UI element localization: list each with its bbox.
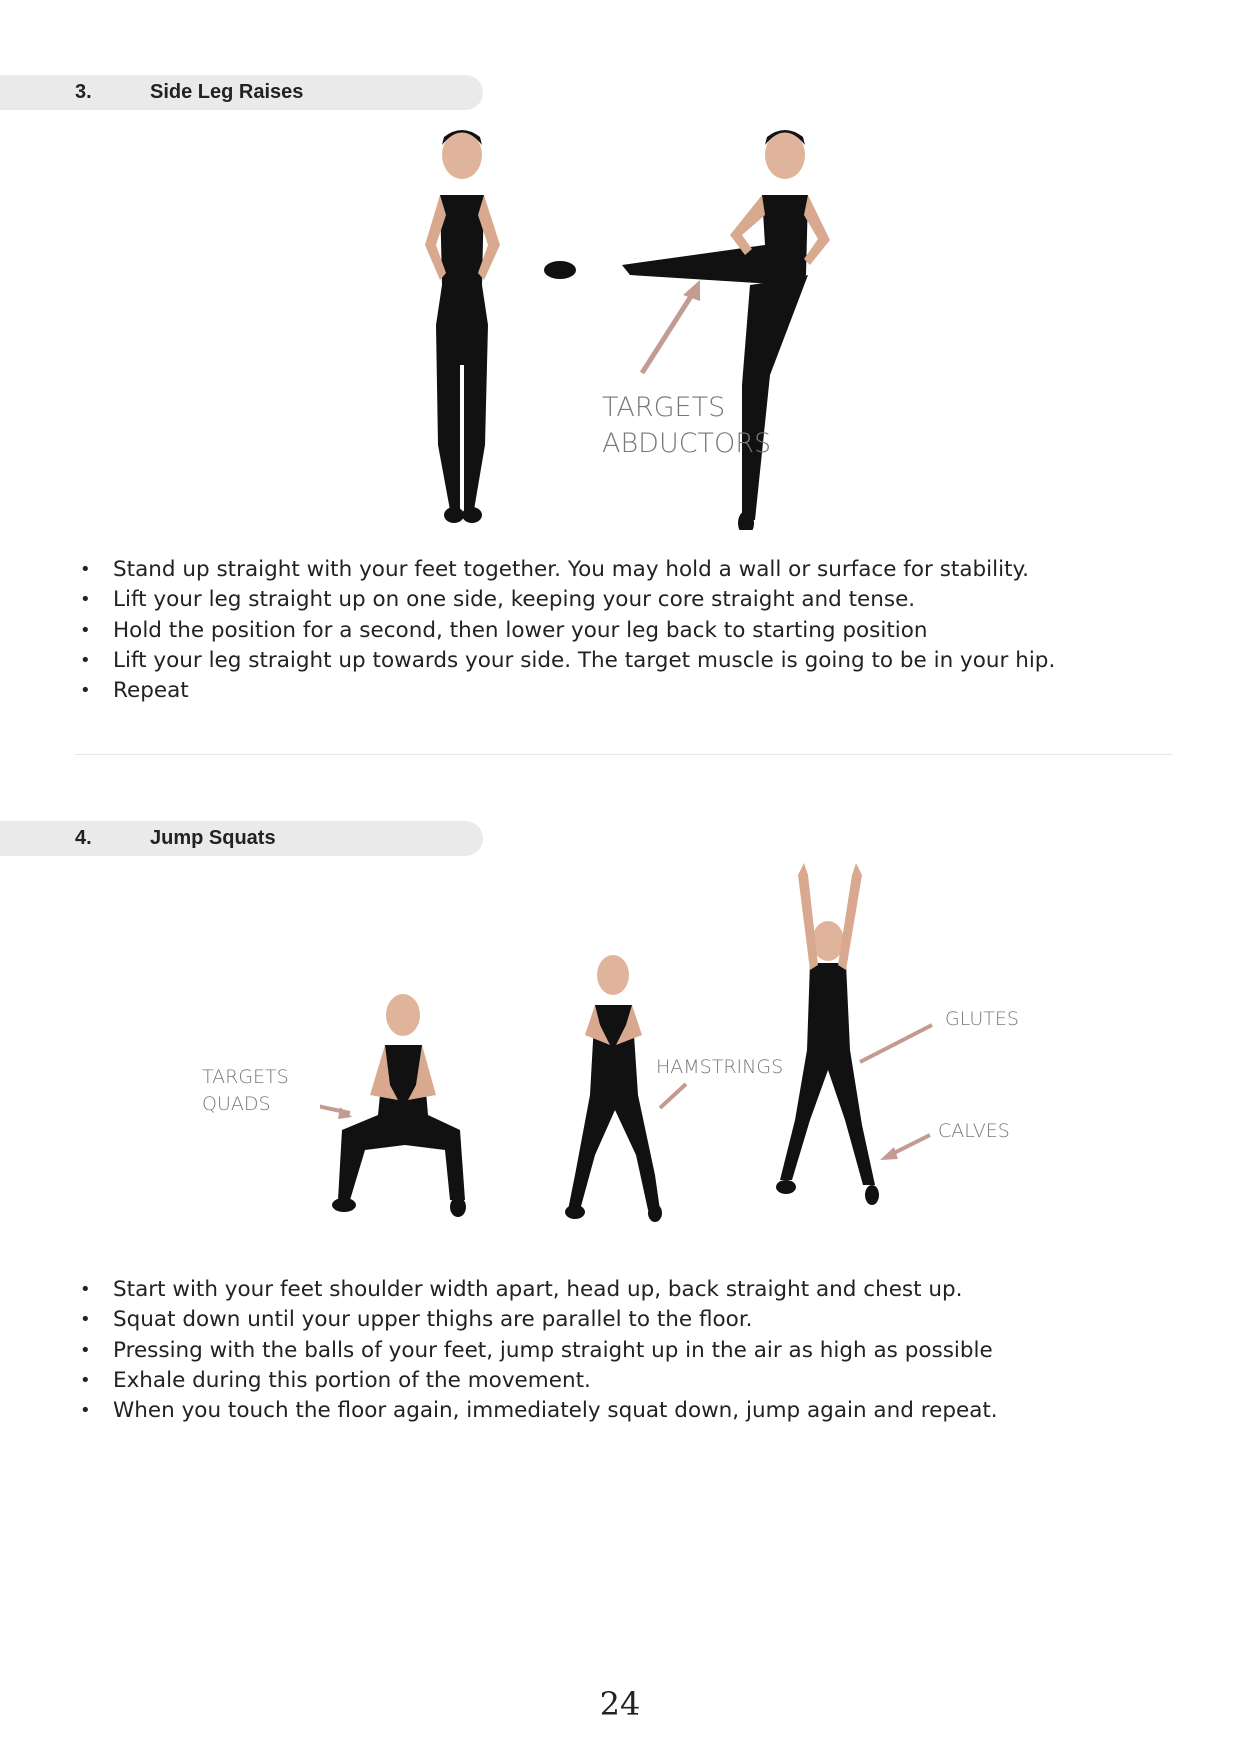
section-number: 3.	[75, 81, 92, 103]
section-header-side-leg-raises	[0, 75, 483, 110]
label-hamstrings: HAMSTRINGS	[656, 1056, 784, 1078]
section-title: Side Leg Raises	[150, 81, 304, 103]
label-targets: TARGETS	[202, 1066, 289, 1088]
section-title: Jump Squats	[150, 827, 276, 849]
page-number: 24	[599, 1685, 641, 1723]
step: • Stand up straight with your feet together. You may hold a wall or surface for stability.	[80, 555, 1055, 585]
section-divider	[75, 754, 1172, 755]
side-leg-raises-steps	[80, 555, 1055, 706]
section-number: 4.	[75, 827, 92, 849]
jump-squats-steps	[80, 1275, 998, 1426]
step: • Repeat	[80, 676, 1055, 706]
label-abductors: ABDUCTORS	[602, 428, 772, 459]
side-leg-raise-illustration	[370, 115, 990, 530]
label-calves: CALVES	[938, 1120, 1010, 1142]
step: • Lift your leg straight up on one side, keeping your core straight and tense.	[80, 585, 1055, 615]
step: • Pressing with the balls of your feet, jump straight up in the air as high as possible	[80, 1336, 998, 1366]
label-quads: QUADS	[202, 1093, 271, 1115]
label-targets: TARGETS	[602, 392, 726, 423]
jump-squats-illustration	[320, 855, 1040, 1245]
step: • Hold the position for a second, then lower your leg back to starting position	[80, 616, 1055, 646]
step: • Lift your leg straight up towards your side. The target muscle is going to be in your hip.	[80, 646, 1055, 676]
step: • Start with your feet shoulder width apart, head up, back straight and chest up.	[80, 1275, 998, 1305]
step: • Squat down until your upper thighs are parallel to the floor.	[80, 1305, 998, 1335]
section-header-jump-squats	[0, 821, 483, 856]
label-glutes: GLUTES	[945, 1008, 1019, 1030]
step: • Exhale during this portion of the movement.	[80, 1366, 998, 1396]
step: • When you touch the floor again, immediately squat down, jump again and repeat.	[80, 1396, 998, 1426]
